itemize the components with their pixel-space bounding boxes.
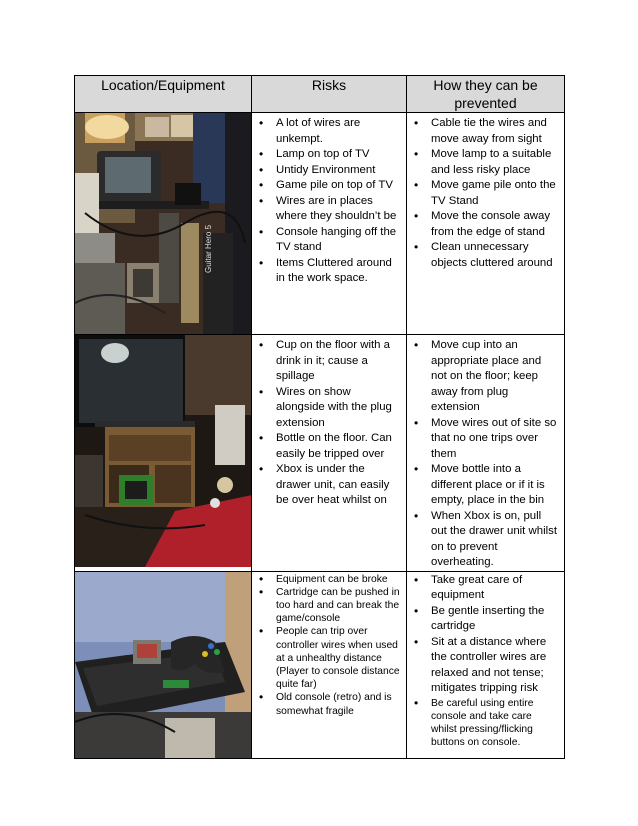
list-item: • Items Cluttered around in the work space.: [276, 256, 402, 287]
list-item: • Be careful using entire console and take care whilst pressing/flicking buttons on console.: [431, 697, 560, 750]
list-item: • Cup on the floor with a drink in it; cause a spillage: [276, 338, 402, 385]
list-item: • Be gentle inserting the cartridge: [431, 604, 560, 635]
list-item: • Wires on show alongside with the plug extension: [276, 385, 402, 432]
risks-list: [252, 572, 406, 718]
prevention-cell: [407, 113, 565, 335]
list-item: • Move cup into an appropriate place and not on the floor; keep away from plug extension: [431, 338, 560, 416]
list-item: • Move game pile onto the TV Stand: [431, 178, 560, 209]
list-item: • Console hanging off the TV stand: [276, 225, 402, 256]
list-item: • Cable tie the wires and move away from sight: [431, 116, 560, 147]
table-header-row: [75, 76, 565, 113]
list-item: • Take great care of equipment: [431, 573, 560, 604]
table-row: [75, 335, 565, 572]
list-item: • People can trip over controller wires when used at a unhealthy distance (Player to console distance quite far): [276, 625, 402, 691]
list-item: • Move wires out of site so that no one trips over them: [431, 416, 560, 463]
list-item: • Wires are in places where they shouldn’t be: [276, 194, 402, 225]
list-item: • Lamp on top of TV: [276, 147, 402, 163]
risks-cell: [252, 113, 407, 335]
list-item: • Move the console away from the edge of stand: [431, 209, 560, 240]
list-item: • Bottle on the floor. Can easily be tripped over: [276, 431, 402, 462]
risks-list: [252, 113, 406, 287]
list-item: • Game pile on top of TV: [276, 178, 402, 194]
list-item: • Clean unnecessary objects cluttered around: [431, 240, 560, 271]
prevention-list: [407, 572, 564, 750]
table-row: [75, 571, 565, 758]
list-item: • Sit at a distance where the controller wires are relaxed and not tense; mitigates tripping risk: [431, 635, 560, 697]
list-item: • A lot of wires are unkempt.: [276, 116, 402, 147]
list-item: • Old console (retro) and is somewhat fragile: [276, 691, 402, 717]
prevention-list: [407, 335, 564, 571]
prevention-cell: [407, 335, 565, 572]
list-item: • When Xbox is on, pull out the drawer unit whilst on to prevent overheating.: [431, 509, 560, 571]
prevention-cell: [407, 571, 565, 758]
risks-cell: [252, 335, 407, 572]
risks-cell: [252, 571, 407, 758]
header-risks: Risks: [252, 76, 407, 113]
photo-xbox-setup: [75, 335, 252, 572]
list-item: • Cartridge can be pushed in too hard and can break the game/console: [276, 586, 402, 626]
table-row: [75, 113, 565, 335]
photo-text-guitar-hero: Guitar Hero 5: [204, 224, 213, 273]
list-item: • Equipment can be broke: [276, 573, 402, 586]
list-item: • Move lamp to a suitable and less risky place: [431, 147, 560, 178]
risk-assessment-table: [74, 75, 565, 759]
header-location-equipment: Location/Equipment: [75, 76, 252, 113]
list-item: • Xbox is under the drawer unit, can easily be over heat whilst on: [276, 462, 402, 509]
risks-list: [252, 335, 406, 509]
list-item: • Untidy Environment: [276, 163, 402, 179]
header-prevention: How they can be prevented: [407, 76, 565, 113]
list-item: • Move bottle into a different place or if it is empty, place in the bin: [431, 462, 560, 509]
photo-n64-console: [75, 571, 252, 758]
prevention-list: [407, 113, 564, 271]
photo-tv-setup: [75, 113, 252, 335]
